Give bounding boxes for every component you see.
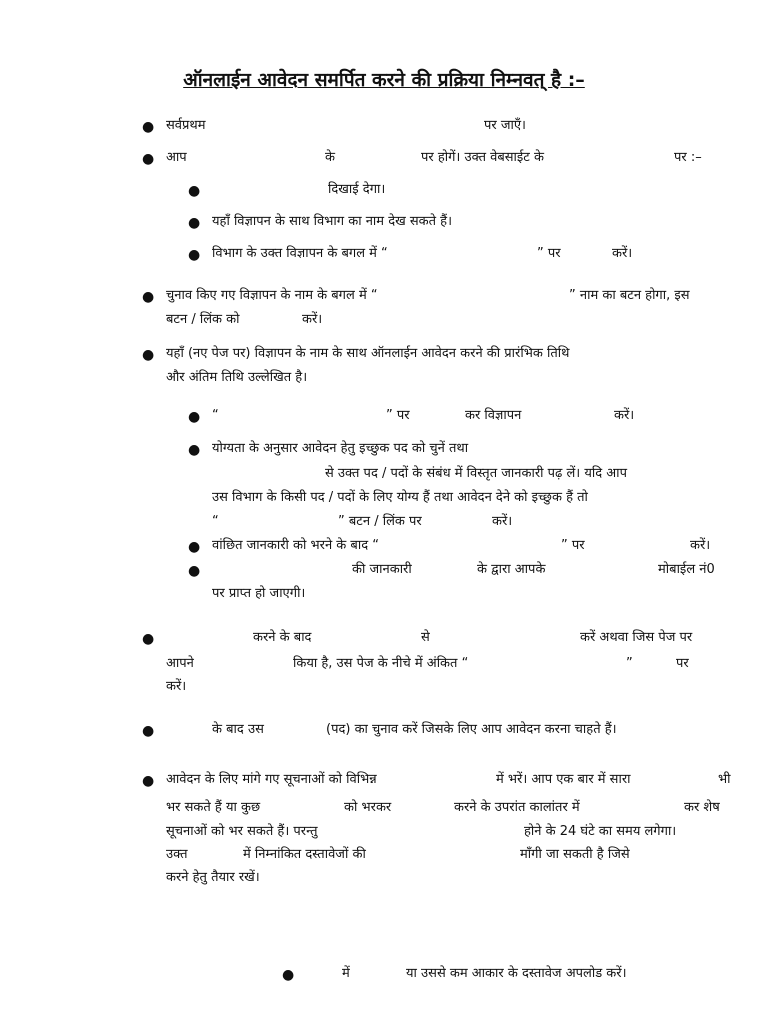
line-text: वांछित जानकारी को भरने के बाद “ [212,538,379,553]
line-text: “ [212,514,219,529]
line-text: करें। [612,246,633,261]
line-text: किया है, उस पेज के नीचे में अंकित “ [293,656,469,671]
line-text: सूचनाओं को भर सकते हैं। परन्तु [166,824,318,839]
line-text: पर होगें। उक्त वेबसाईट के [421,150,544,165]
line-text: विभाग के उक्त विज्ञापन के बगल में “ [212,246,388,261]
line-text: माँगी जा सकती है जिसे [520,847,630,862]
line-text: आपने [166,656,194,671]
line-text: करें अथवा जिस पेज पर [580,630,693,645]
line-text: ” बटन / लिंक पर [338,514,422,529]
line-text: ” पर [386,408,410,423]
bullet-point: ● [282,967,295,983]
line-text: भर सकते हैं या कुछ [166,800,261,815]
line-text: पर :– [674,150,702,165]
sub-bullet-point: ● [188,215,201,231]
line-text: करें। [302,312,323,327]
sub-bullet-point: ● [188,563,201,579]
line-text: और अंतिम तिथि उल्लेखित है। [166,370,308,385]
page-title: ऑनलाईन आवेदन समर्पित करने की प्रक्रिया निम्नवत् है :– [183,69,585,91]
line-text: ” [626,656,633,671]
line-text: में [342,966,350,981]
line-text: (पद) का चुनाव करें जिसके लिए आप आवेदन करना चाहते हैं। [326,722,617,737]
line-text: करने के उपरांत कालांतर में [454,800,580,815]
line-text: कर शेष [684,800,720,815]
bullet-point: ● [142,119,155,135]
line-text: उस विभाग के किसी पद / पदों के लिए योग्य हैं तथा आवेदन देने को इच्छुक हैं तो [212,490,588,505]
line-text: यहाँ विज्ञापन के साथ विभाग का नाम देख सकते हैं। [212,214,453,229]
line-text: या उससे कम आकार के दस्तावेज अपलोड करें। [406,966,627,981]
line-text: पर जाएँ। [484,118,526,133]
line-text: चुनाव किए गए विज्ञापन के नाम के बगल में “ [166,288,378,303]
line-text: योग्यता के अनुसार आवेदन हेतु इच्छुक पद को चुनें तथा [212,441,469,456]
bullet-point: ● [142,347,155,363]
bullet-point: ● [142,723,155,739]
line-text: से उक्त पद / पदों के संबंध में विस्तृत जानकारी पढ़ लें। यदि आप [325,466,627,481]
sub-bullet-point: ● [188,247,201,263]
line-text: भी [718,772,731,787]
line-text: करने हेतु तैयार रखें। [166,870,260,885]
sub-bullet-point: ● [188,409,201,425]
bullet-point: ● [142,151,155,167]
bullet-point: ● [142,631,155,647]
line-text: को भरकर [344,800,392,815]
line-text: करें। [614,408,635,423]
line-text: ” नाम का बटन होगा, इस [569,288,690,303]
line-text: आप [166,150,187,165]
line-text: सर्वप्रथम [166,118,206,133]
bullet-point: ● [142,289,155,305]
line-text: पर प्राप्त हो जाएगी। [212,586,306,601]
line-text: करें। [166,679,187,694]
line-text: ” पर [537,246,561,261]
line-text: होने के 24 घंटे का समय लगेगा। [524,824,677,839]
line-text: ” पर [561,538,585,553]
line-text: के द्वारा आपके [477,562,546,577]
line-text: यहाँ (नए पेज पर) विज्ञापन के नाम के साथ ऑनलाईन आवेदन करने की प्रारंभिक तिथि [166,346,570,361]
line-text: “ [212,408,219,423]
line-text: उक्त [166,847,188,862]
line-text: करें। [690,538,711,553]
line-text: में निम्नांकित दस्तावेजों की [243,847,366,862]
line-text: से [421,630,430,645]
line-text: करें। [492,514,513,529]
sub-bullet-point: ● [188,442,201,458]
line-text: की जानकारी [352,562,412,577]
sub-bullet-point: ● [188,539,201,555]
line-text: में भरें। आप एक बार में सारा [496,772,631,787]
line-text: के [325,150,335,165]
line-text: पर [676,656,689,671]
line-text: दिखाई देगा। [328,182,386,197]
line-text: मोबाईल नं0 [658,562,715,577]
line-text: आवेदन के लिए मांगे गए सूचनाओं को विभिन्न [166,772,377,787]
line-text: बटन / लिंक को [166,312,240,327]
bullet-point: ● [142,773,155,789]
line-text: के बाद उस [212,722,264,737]
line-text: करने के बाद [253,630,312,645]
line-text: कर विज्ञापन [465,408,522,423]
sub-bullet-point: ● [188,183,201,199]
